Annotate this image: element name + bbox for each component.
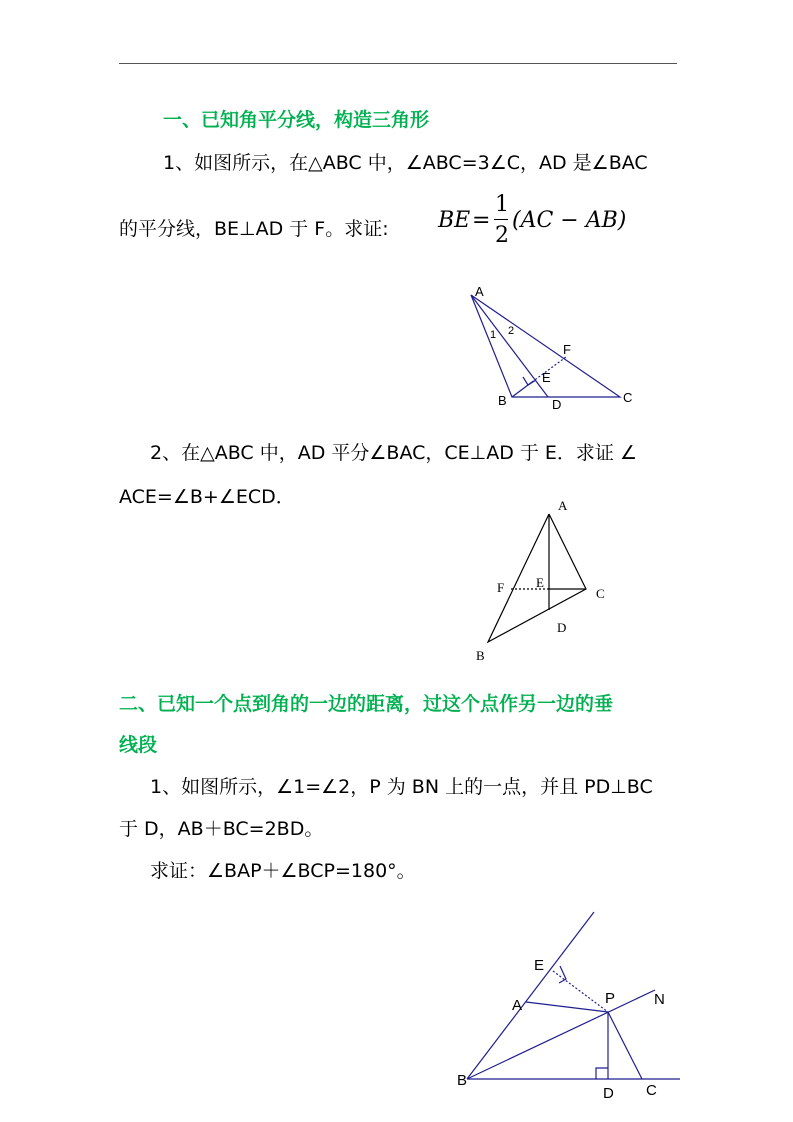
problem1-line2: 的平分线，BE⊥AD 于 F。求证: [119,218,389,240]
section2-heading-line1: 二、已知一个点到角的一边的距离，过这个点作另一边的垂 [119,693,614,715]
problem2-line2: ACE=∠B+∠ECD． [119,486,295,508]
fig1-label-1: 1 [490,329,497,341]
fig3-ray-BA [467,912,594,1079]
formula-numerator: 1 [495,192,509,217]
formula-rhs: (AC − AB) [512,208,627,233]
fig2-label-E: E [536,575,544,590]
fig3-right-angle-D [596,1068,608,1079]
fig1-label-E: E [542,370,551,385]
fig1-label-2: 2 [508,325,515,337]
problem2-line1: 2、在△ABC 中，AD 平分∠BAC，CE⊥AD 于 E．求证 ∠ [150,442,637,464]
fig1-label-A: A [475,284,484,299]
problem1-line1: 1、如图所示，在△ABC 中，∠ABC=3∠C，AD 是∠BAC [163,152,648,174]
fig2-label-D: D [557,620,567,635]
fig1-label-C: C [623,390,633,405]
fig2-label-B: B [476,648,485,663]
fig1-label-F: F [563,342,571,357]
fig3-label-B: B [457,1072,468,1089]
problem3-line2: 于 D，AB＋BC=2BD。 [119,818,324,840]
problem3-line3: 求证：∠BAP＋∠BCP=180°。 [150,860,416,882]
fig3-label-N: N [654,991,665,1008]
fig3-segment-PC [608,1012,642,1079]
problem3-line1: 1、如图所示，∠1=∠2，P 为 BN 上的一点，并且 PD⊥BC [150,776,653,798]
fig3-label-P: P [605,990,616,1007]
fig1-bisector-AD [471,295,548,397]
fig1-label-B: B [498,393,507,408]
formula-denominator: 2 [495,223,509,248]
formula-lhs: BE [438,208,471,233]
fig3-label-A: A [512,997,523,1014]
fig3-label-C: C [646,1082,657,1099]
section2-heading-line2: 线段 [119,734,158,756]
fig2-label-A: A [558,498,568,513]
fig3-label-D: D [603,1085,614,1102]
section1-heading: 一、已知角平分线，构造三角形 [163,109,430,131]
figure-3 [467,912,680,1079]
fig3-label-E: E [534,957,545,974]
fig2-label-C: C [596,586,605,601]
fig2-label-F: F [497,580,505,595]
fig3-right-angle-E [559,966,566,983]
formula-eq: = [472,208,491,233]
fig1-label-D: D [552,397,562,412]
fig3-ray-BN [467,990,655,1079]
